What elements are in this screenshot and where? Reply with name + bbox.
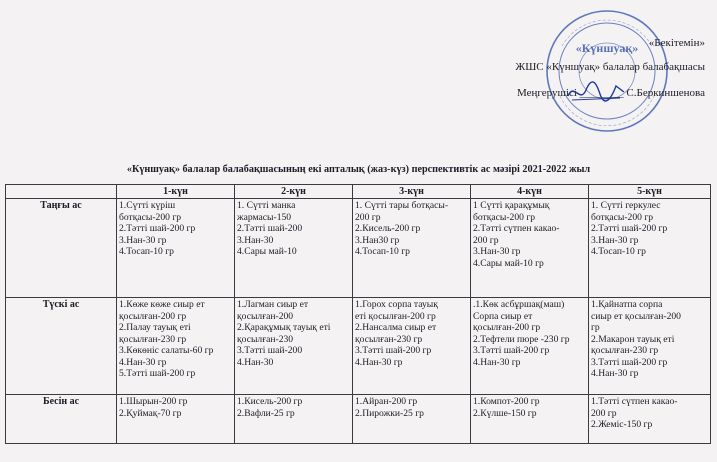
menu-item: 3.Нан-30 гр — [119, 234, 167, 246]
menu-item: қосылған-230 гр — [119, 333, 187, 345]
menu-item: 1. Сүтті тары ботқасы- — [355, 200, 449, 211]
menu-item: қосылған-230 гр — [591, 345, 659, 356]
menu-item: қосылған-200 — [237, 310, 294, 322]
menu-item: 4.Нан-30 гр — [473, 356, 521, 368]
meal-name-cell: Түскі ас — [6, 298, 117, 395]
table-header-row — [6, 185, 711, 199]
approval-org: ЖШС «Күншуақ» балалар балабақшасы — [515, 61, 705, 73]
menu-cell — [117, 199, 235, 298]
header-cell: 4-күн — [471, 185, 589, 199]
menu-item: 2.Нансалма сиыр ет — [355, 322, 437, 333]
menu-cell — [471, 395, 589, 444]
menu-cell — [117, 395, 235, 444]
menu-item: гр — [591, 322, 600, 333]
menu-item: 1.Сүтті күріш — [119, 200, 176, 211]
menu-item: 1.Айран-200 гр — [355, 396, 418, 407]
menu-item: 3.Тәтті шай-200 гр — [355, 345, 432, 356]
menu-item: 1.Лагман сиыр ет — [237, 299, 309, 310]
menu-item: 4.Сары май-10 — [237, 246, 297, 257]
meal-name-cell: Бесін ас — [6, 395, 117, 444]
menu-item: 1.Көже көже сиыр ет — [119, 299, 205, 310]
menu-item: 2.Тәтті шай-200 — [237, 223, 303, 234]
menu-item: еті қосылған-200 гр — [355, 310, 436, 322]
menu-item: 4.Тосап-10 гр — [355, 246, 410, 257]
menu-item: 3.Тәтті шай-200 гр — [473, 345, 550, 356]
menu-item: 4.Сары май-10 гр — [473, 257, 544, 269]
menu-cell — [353, 395, 471, 444]
menu-item: 3.Нан-30 гр — [473, 246, 521, 257]
menu-item: 2.Қуймақ-70 гр — [119, 407, 182, 419]
menu-item: 3.Көкөніс салаты-60 гр — [119, 345, 214, 356]
menu-item: 3.Тәтті шай-200 гр — [591, 356, 668, 368]
menu-item: жармасы-150 — [237, 211, 292, 223]
menu-item: 200 гр — [355, 211, 381, 223]
menu-table — [5, 184, 711, 444]
menu-item: сиыр ет қосылған-200 — [591, 310, 681, 322]
menu-item: 4.Нан-30 гр — [355, 356, 403, 368]
header-cell — [6, 185, 117, 199]
menu-item: 3.Нан-30 — [237, 234, 274, 246]
menu-item: 2.Қарақұмық тауық еті — [237, 322, 331, 333]
menu-item: 1 Сүтті қарақұмық — [473, 200, 550, 211]
menu-item: ботқасы-200 гр — [591, 211, 654, 223]
menu-item: 1.Тәтті сүтпен какао- — [591, 396, 678, 407]
menu-cell — [471, 199, 589, 298]
menu-item: 2.Тефтели пюре -230 гр — [473, 333, 570, 345]
header-cell: 3-күн — [353, 185, 471, 199]
menu-item: 200 гр — [473, 234, 499, 246]
menu-item: 2.Жеміс-150 гр — [591, 419, 653, 430]
header-cell: 1-күн — [117, 185, 235, 199]
menu-item: 1. Сүтті геркулес — [591, 200, 661, 211]
menu-item: ботқасы-200 гр — [473, 211, 536, 223]
menu-cell — [589, 395, 711, 444]
menu-item: 1. Сүтті манка — [237, 200, 296, 211]
menu-item: 200 гр — [591, 407, 617, 419]
menu-item: 2.Тәтті шай-200 гр — [591, 223, 668, 234]
menu-item: 4.Тосап-10 гр — [591, 246, 646, 257]
menu-item: 1.Қайнатпа сорпа — [591, 299, 663, 310]
menu-cell — [117, 298, 235, 395]
menu-item: 1.Шырын-200 гр — [119, 396, 188, 407]
menu-item: 1.Кисель-200 гр — [237, 396, 303, 407]
menu-cell — [235, 395, 353, 444]
table-row — [6, 298, 711, 395]
menu-item: 4.Тосап-10 гр — [119, 246, 174, 257]
menu-item: 4.Нан-30 — [237, 356, 274, 368]
menu-cell — [235, 298, 353, 395]
menu-item: 2.Палау тауық еті — [119, 322, 191, 333]
menu-item: 2.Тәтті шай-200 гр — [119, 223, 196, 234]
menu-item: ботқасы-200 гр — [119, 211, 182, 223]
menu-item: 2.Кисель-200 гр — [355, 223, 421, 234]
menu-cell — [235, 199, 353, 298]
menu-cell — [353, 298, 471, 395]
signature — [566, 78, 626, 106]
menu-cell — [353, 199, 471, 298]
menu-cell — [471, 298, 589, 395]
menu-item: 3.Нан30 гр — [355, 234, 400, 246]
menu-item: .1.Көк асбұршақ(маш) — [473, 299, 565, 310]
menu-item: 4.Нан-30 гр — [119, 356, 167, 368]
table-row — [6, 199, 711, 298]
page-title: «Күншуақ» балалар балабақшасының екі апталық (жаз-күз) перспективтік ас мәзірі 2021-2022 жыл — [126, 164, 591, 175]
table-row — [6, 395, 711, 444]
menu-item: 2.Макарон тауық еті — [591, 333, 675, 345]
approval-label: «Бекітемін» — [648, 37, 705, 49]
menu-item: 2.Күлше-150 гр — [473, 407, 537, 419]
menu-item: қосылған-200 гр — [119, 310, 187, 322]
menu-item: Сорпа сиыр ет — [473, 310, 533, 322]
approval-head: Меңгерушісі ________ С.Беркиншенова — [516, 87, 705, 99]
header-cell: 5-күн — [589, 185, 711, 199]
menu-item: қосылған-200 гр — [473, 322, 541, 333]
meal-name-cell: Таңғы ас — [6, 199, 117, 298]
menu-item: 1.Компот-200 гр — [473, 396, 540, 407]
menu-item: 3.Нан-30 гр — [591, 234, 639, 246]
menu-item: қосылған-230 — [237, 333, 294, 345]
menu-item: 2.Пирожки-25 гр — [355, 407, 424, 419]
menu-item: 1.Горох сорпа тауық — [355, 299, 438, 310]
menu-cell — [589, 199, 711, 298]
header-cell: 2-күн — [235, 185, 353, 199]
menu-item: 5.Тәтті шай-200 гр — [119, 368, 196, 379]
menu-cell — [589, 298, 711, 395]
stamp-label: «Күншуақ» — [575, 41, 639, 55]
menu-item: 3.Тәтті шай-200 — [237, 345, 303, 356]
menu-item: 2.Вафли-25 гр — [237, 407, 295, 419]
menu-item: қосылған-230 гр — [355, 333, 423, 345]
menu-item: 2.Тәтті сүтпен какао- — [473, 223, 560, 234]
menu-item: 4.Нан-30 гр — [591, 368, 639, 379]
